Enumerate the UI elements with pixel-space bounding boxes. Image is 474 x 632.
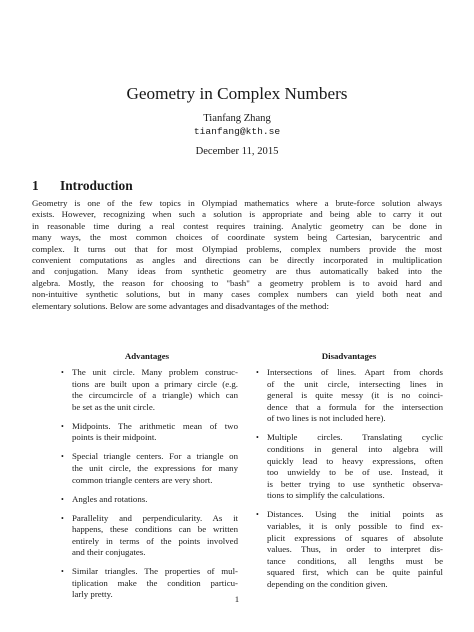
bullet-icon: • <box>61 513 64 523</box>
intro-line: and conjugation. Many ideas from synthetic geometry are thus automatically baked into the <box>32 266 442 277</box>
list-item-line: Intersections of lines. Apart from chords <box>267 367 443 377</box>
section-title: Introduction <box>60 178 133 193</box>
author-name: Tianfang Zhang <box>203 113 271 124</box>
list-item-line: plicit expressions of squares of absolute <box>267 532 443 543</box>
list-item <box>253 509 443 590</box>
list-item-line: tions are built upon a primary circle (e.g. <box>72 378 238 389</box>
list-item-line: Parallelity and perpendicularity. As it <box>72 512 238 523</box>
paper-title: Geometry in Complex Numbers <box>126 84 348 103</box>
page-number: 1 <box>234 594 240 604</box>
paper-date: December 11, 2015 <box>195 146 279 157</box>
bullet-icon: • <box>256 433 259 443</box>
list-item <box>253 432 443 502</box>
disadvantages-list <box>253 367 443 598</box>
intro-line: in reasonable time during a real contest requires training. Analytic geometry can be done in <box>32 220 442 231</box>
bullet-icon: • <box>61 368 64 377</box>
bullet-icon: • <box>256 368 259 377</box>
advantages-list <box>58 367 238 608</box>
intro-paragraph <box>32 198 442 312</box>
list-item-line: tance conditions, all lengths must be <box>267 555 443 566</box>
advantages-heading: Advantages <box>124 351 170 361</box>
list-item-line: larly pretty. <box>72 589 113 600</box>
list-item <box>58 494 238 506</box>
disadvantages-heading: Disadvantages <box>321 351 377 361</box>
list-item <box>58 367 238 413</box>
intro-line: convenient computations as angles and directions can be directly incorporated in multiplication <box>32 255 442 266</box>
intro-line: many ways, the most common choices of coordinate system being Cartesian, barycentric and <box>32 232 442 243</box>
list-item-line: tiplication make the condition particu- <box>72 577 238 588</box>
intro-line: Geometry is one of the few topics in Olympiad mathematics where a brute-force solution always <box>32 198 442 208</box>
list-item-line: the unit circle, the expressions for many <box>72 462 238 473</box>
bullet-icon: • <box>61 452 64 462</box>
list-item <box>253 367 443 425</box>
list-item-line: the circumcircle of a triangle) which can <box>72 390 238 401</box>
intro-line: elementary solutions. Below are some advantages and disadvantages of the method: <box>32 300 329 311</box>
list-item-line: is better trying to use synthetic observa- <box>267 478 443 489</box>
bullet-icon: • <box>61 494 64 504</box>
intro-line: exists. However, recognizing when such a solution is appropriate and being able to carry it out <box>32 209 442 220</box>
list-item-line: happens, these conditions can be written <box>72 524 238 535</box>
list-item <box>58 421 238 444</box>
list-item-line: The unit circle. Many problem construc- <box>72 367 238 377</box>
list-item-line: Distances. Using the initial points as <box>267 509 443 520</box>
intro-line: non-intuitive synthetic solutions, but in many cases complex numbers can yield both neat and <box>32 289 442 300</box>
list-item-line: general is quite messy (it is no coinci- <box>267 390 443 401</box>
list-item-line: Multiple circles. Translating cyclic <box>267 432 443 443</box>
list-item-line: be set as the unit circle. <box>72 401 156 412</box>
list-item-line: Angles and rotations. <box>72 493 148 504</box>
list-item-line: points is their midpoint. <box>72 432 157 443</box>
intro-line: algebra. Mostly, the reason for choosing to "bash" a geometry problem is to avoid hard and <box>32 277 442 288</box>
bullet-icon: • <box>256 510 259 520</box>
list-item-line: Similar triangles. The properties of mul- <box>72 566 238 577</box>
list-item <box>58 451 238 486</box>
list-item-line: values. Thus, in order to interpret dis- <box>267 544 443 555</box>
list-item-line: too unwieldy to be of use. Instead, it <box>267 467 443 478</box>
list-item-line: of the unit circle, intersecting lines in <box>267 378 443 389</box>
bullet-icon: • <box>61 567 64 577</box>
list-item-line: depending on the condition given. <box>267 578 388 589</box>
list-item-line: Midpoints. The arithmetic mean of two <box>72 420 238 431</box>
list-item-line: dence that a formula for the intersection <box>267 401 443 412</box>
list-item-line: entirely in terms of the points involved <box>72 535 238 546</box>
author-email: tianfang@kth.se <box>193 126 281 137</box>
list-item-line: of two lines is not included here). <box>267 413 386 424</box>
list-item-line: quickly lead to heavy expressions, often <box>267 455 443 466</box>
intro-line: complex. It turns out that for most Olympiad problems, complex numbers provide the most <box>32 243 442 254</box>
list-item-line: and their conjugates. <box>72 547 146 558</box>
bullet-icon: • <box>61 421 64 431</box>
list-item-line: common triangle centers are very short. <box>72 474 213 485</box>
list-item-line: variables, it is only possible to find ex- <box>267 520 443 531</box>
list-item-line: conditions in general into algebra will <box>267 443 443 454</box>
list-item-line: squared first, which can be quite painful <box>267 567 443 578</box>
section-number: 1 <box>32 178 39 193</box>
list-item-line: tions to simplify the calculations. <box>267 490 385 501</box>
section-heading <box>32 178 133 194</box>
list-item <box>58 513 238 559</box>
list-item-line: Special triangle centers. For a triangle on <box>72 451 238 462</box>
